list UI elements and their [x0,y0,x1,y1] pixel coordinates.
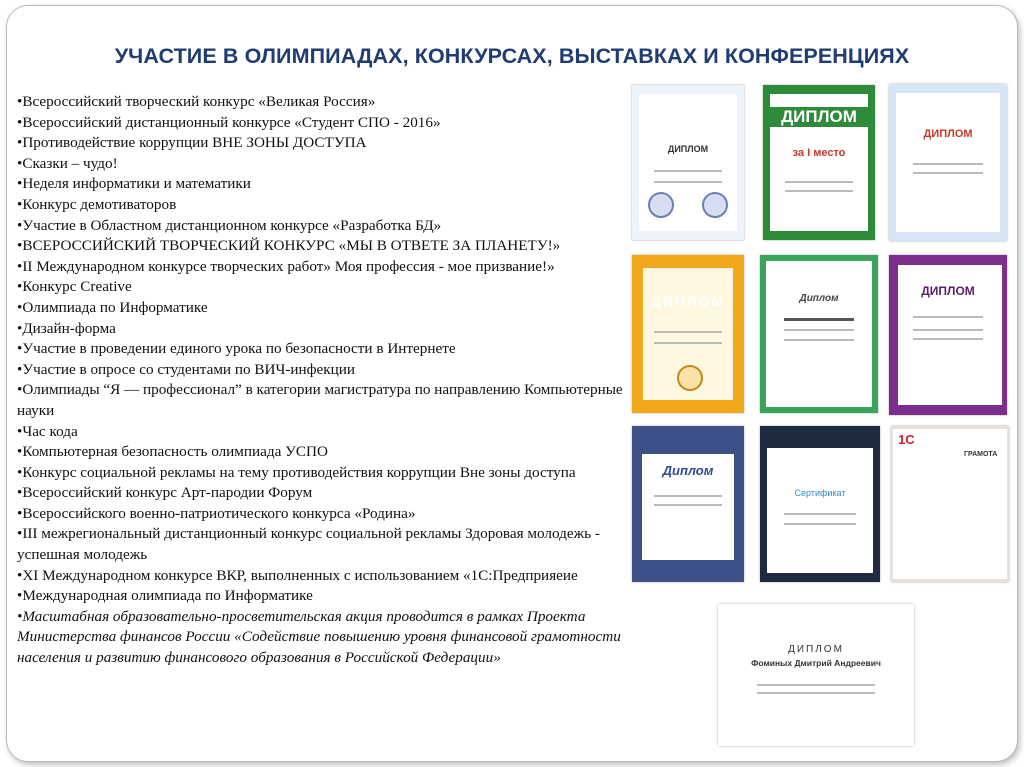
certificate-label: Диплом [799,292,839,304]
list-item: •Конкурс социальной рекламы на тему противодействия коррупции Вне зоны доступа [17,463,576,481]
certificate-label: 1С [898,432,915,448]
list-item: •Участие в опросе со студентами по ВИЧ-инфекции [17,360,355,378]
list-item: •II Международном конкурсе творческих работ» Моя профессия - мое призвание!» [17,257,555,275]
certificate-image [889,255,1007,415]
certificate-image [760,255,878,413]
list-item: •ВСЕРОССИЙСКИЙ ТВОРЧЕСКИЙ КОНКУРС «МЫ В ОТВЕТЕ ЗА ПЛАНЕТУ!» [17,237,561,255]
certificate-label: ДИПЛОМ [923,127,973,140]
certificate-image [632,426,744,582]
certificate-image: ДИПЛОМ за I место [763,85,875,240]
list-item: •Олимпиады “Я — профессионал” в категории магистратура по направлению Компьютерные науки [17,381,623,419]
list-item: •Дизайн-форма [17,319,116,337]
list-item: •Участие в проведении единого урока по безопасности в Интернете [17,340,456,358]
certificate-image [632,85,744,240]
certificate-image [760,426,880,582]
slide-title: УЧАСТИЕ В ОЛИМПИАДАХ, КОНКУРСАХ, ВЫСТАВКАХ И КОНФЕРЕНЦИЯХ [114,44,910,68]
list-item: •Олимпиада по Информатике [17,298,208,316]
certificate-label: ДИПЛОМ [763,107,875,127]
certificate-image: 1С ГРАМОТА [891,426,1009,582]
list-item: •Неделя информатики и математики [17,175,251,193]
certificate-image [718,604,914,746]
list-item: •Всероссийского военно-патриотического конкурса «Родина» [17,504,416,522]
list-item: •Компьютерная безопасность олимпиада УСПО [17,443,328,461]
list-item: •III межрегиональный дистанционный конкурс социальной рекламы Здоровая молодежь - успешная молодежь [17,525,600,564]
participation-list [17,92,627,669]
certificate-label: ДИПЛОМ [921,283,975,298]
certificate-label: ДИПЛОМ [788,643,844,655]
certificate-label: ДИПЛОМ [650,292,726,309]
list-item: •Сказки – чудо! [17,154,118,172]
certificate-image [632,255,744,413]
list-item: •Всероссийский конкурс Арт-пародии Форум [17,484,313,502]
certificate-image [889,84,1007,241]
list-item: •Участие в Областном дистанционном конкурсе «Разработка БД» [17,216,442,234]
certificate-label: ДИПЛОМ [667,143,709,154]
certificate-label: Диплом [662,463,714,479]
list-item: •Всероссийский творческий конкурс «Великая Россия» [17,93,376,110]
certificate-label: Сертификат [794,488,846,499]
certificate-recipient: Фоминых Дмитрий Андреевич [751,657,881,668]
list-item: •Час кода [17,422,78,440]
list-item: •Противодействие коррупции ВНЕ ЗОНЫ ДОСТУПА [17,134,367,152]
list-item: •Конкурс демотиваторов [17,195,177,213]
list-item-italic: •Масштабная образовательно-просветительская акция проводится в рамках Проекта Министерства финансов России «Содействие повышению уровня финансовой грамотности населения и развитию финансового образования в Российской Федерации» [17,607,621,667]
list-item: •Международная олимпиада по Информатике [17,587,313,605]
list-item: •XI Международном конкурсе ВКР, выполненных с использованием «1С:Предприяеие [17,566,578,584]
list-item: •Конкурс Creative [17,278,132,296]
list-item: •Всероссийский дистанционный конкурсе «Студент СПО - 2016» [17,113,441,131]
